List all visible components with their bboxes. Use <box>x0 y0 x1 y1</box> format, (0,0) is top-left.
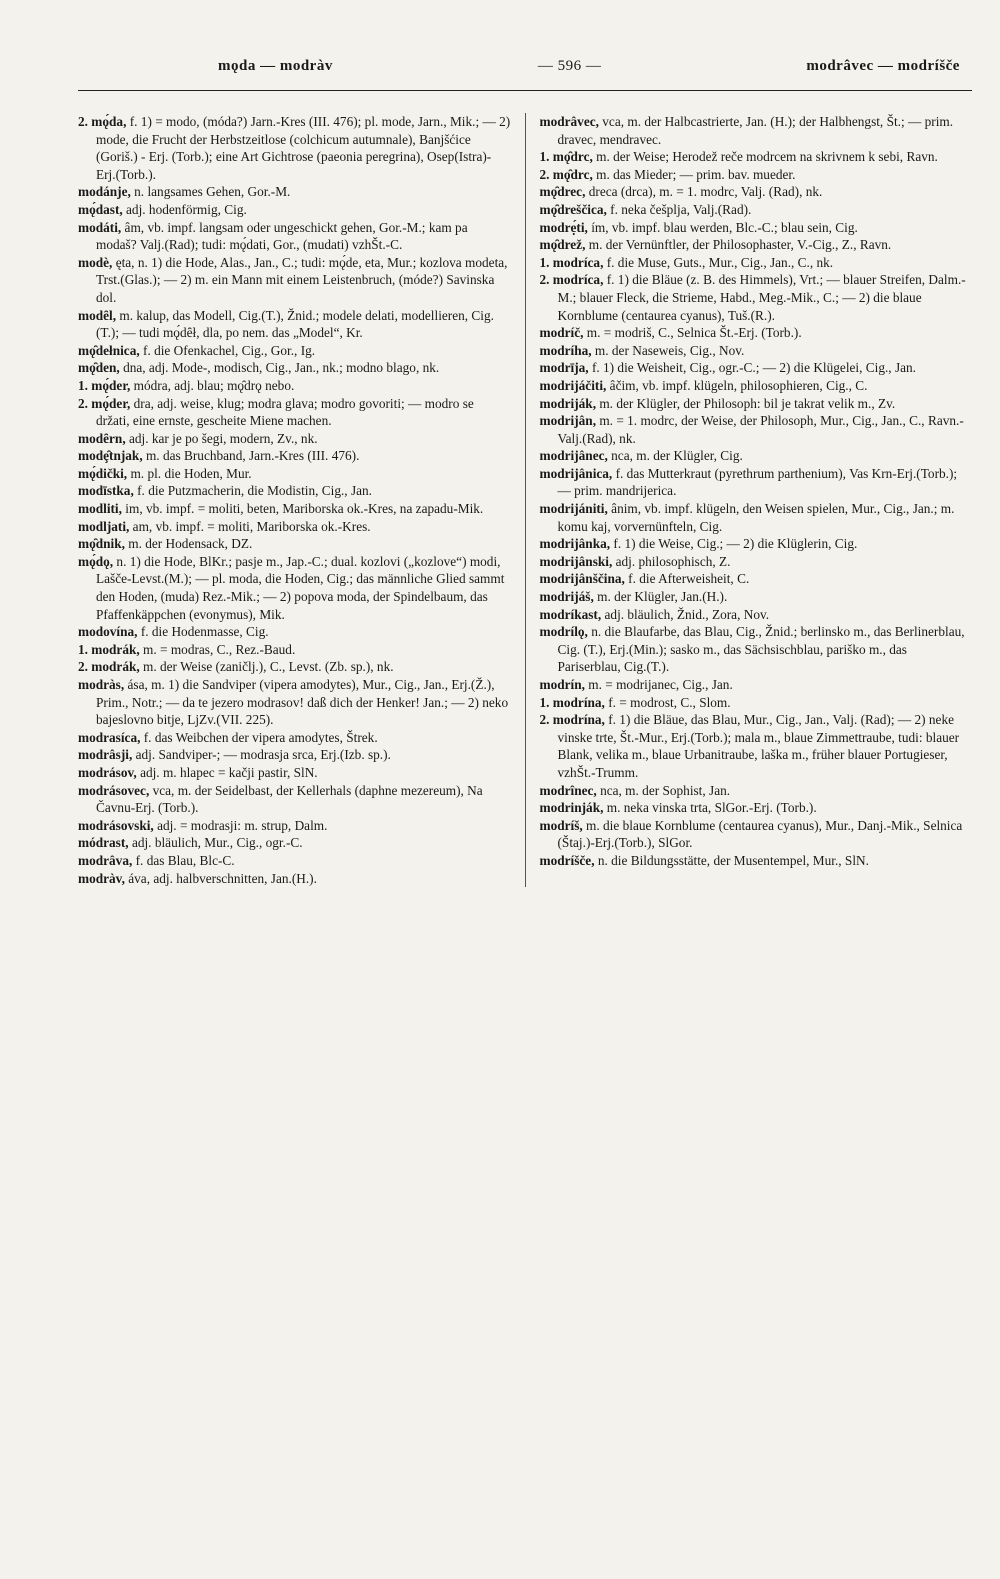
dictionary-entry <box>540 113 973 148</box>
dictionary-entry <box>78 447 511 465</box>
entry-definition: âm, vb. impf. langsam oder ungeschickt gehen, Gor.-M.; kam pa modaš? Valj.(Rad); tudi: mǫ́dati, Gor., (mudati) vzhŠt.-C. <box>96 219 468 253</box>
entry-definition: f. 1) die Weise, Cig.; — 2) die Klüglerin, Cig. <box>613 536 858 552</box>
entry-definition: âčim, vb. impf. klügeln, philosophieren, Cig., C. <box>609 377 868 393</box>
entry-definition: f. 1) = modo, (móda?) Jarn.-Kres (III. 476); pl. mode, Jarn., Mik.; — 2) mode, die Frucht der Herbstzeitlose (colchicum autumnale), Banjšćice (Goriš.) - Erj. (Torb.); eine Art Gichtrose (paeonia peregrina), Osep(Istra)-Erj.(Torb.). <box>96 114 511 182</box>
dictionary-entry <box>78 342 511 360</box>
entry-definition: n. 1) die Hode, BlKr.; pasje m., Jap.-C.; dual. kozlovi („kozlove“) modi, Lašče-Levst.(M.); — pl. moda, die Hoden, Cig.; das männliche Glied sammt den Hoden, (muda) Rez.-Mik.; — 2) popova moda, der Spindelbaum, das Pfaffenkäppchen (evonymus), Mik. <box>96 553 505 622</box>
entry-headword: módrast, <box>78 835 129 851</box>
entry-headword: mǫ́dast, <box>78 201 123 217</box>
entry-definition: adj. = modrasji: m. strup, Dalm. <box>157 817 328 833</box>
entry-headword: 2. modrák, <box>78 659 140 675</box>
entry-definition: n. die Bildungsstätte, der Musentempel, Mur., SlN. <box>597 852 869 868</box>
dictionary-entry <box>78 254 511 307</box>
entry-definition: m. der Vernünftler, der Philosophaster, V.-Cig., Z., Ravn. <box>588 237 892 253</box>
entry-headword: modrílǫ, <box>539 624 588 640</box>
dictionary-entry <box>78 817 511 835</box>
left-column <box>78 113 511 887</box>
entry-headword: modè, <box>78 254 113 270</box>
dictionary-entry <box>540 676 973 694</box>
entry-definition: f. das Blau, Blc-C. <box>135 852 235 868</box>
entry-definition: dra, adj. weise, klug; modra glava; modro govoriti; — modro se držati, eine ernste, gescheite Miene machen. <box>96 395 474 429</box>
entry-definition: n. langsames Gehen, Gor.-M. <box>134 184 291 200</box>
entry-definition: m. = modriš, C., Selnica Št.-Erj. (Torb.). <box>586 325 802 341</box>
entry-definition: ím, vb. impf. blau werden, Blc.-C.; blau sein, Cig. <box>591 219 858 235</box>
dictionary-entry <box>540 606 973 624</box>
entry-headword: modrijân, <box>539 413 597 429</box>
dictionary-entry <box>78 465 511 483</box>
entry-definition: vca, m. der Halbcastrierte, Jan. (H.); der Halbhengst, Št.; — prim. dravec, mendravec. <box>557 114 954 147</box>
entry-headword: 2. modríca, <box>539 272 604 288</box>
dictionary-entry <box>78 535 511 553</box>
dictionary-entry <box>540 219 973 237</box>
entry-headword: modrâsji, <box>78 747 133 763</box>
entry-headword: modȩ̑tnjak, <box>78 448 143 464</box>
dictionary-entry <box>540 254 973 272</box>
entry-definition: m. = modrijanec, Cig., Jan. <box>588 677 733 692</box>
dictionary-entry <box>540 236 973 254</box>
entry-headword: modliti, <box>78 501 122 517</box>
dictionary-entry <box>540 535 973 553</box>
entry-definition: ása, m. 1) die Sandviper (vipera amodytes), Mur., Cig., Jan., Erj.(Ž.), Prim., Notr.; — da te jezero modrasov! daß dich der Henker! Jan.; — 2) neko bajeslovno bitje, LjZv.(VII. 225). <box>96 677 509 728</box>
entry-definition: adj. bläulich, Žnid., Zora, Nov. <box>604 606 770 622</box>
entry-definition: n. die Blaufarbe, das Blau, Cig., Žnid.; berlinsko m., das Berlinerblau, Cig. (T.), Erj.(Min.); sasko m., das Sächsischblau, pariško m., das Pariserblau, Cig.(T.). <box>557 624 965 675</box>
entry-headword: modrinják, <box>539 800 604 816</box>
entry-headword: modovína, <box>78 624 138 640</box>
entry-definition: m. = modras, C., Rez.-Baud. <box>143 641 296 657</box>
dictionary-entry <box>540 377 973 395</box>
header-rule <box>78 90 972 91</box>
entry-headword: 2. modrína, <box>539 712 605 728</box>
entry-definition: f. die Muse, Guts., Mur., Cig., Jan., C., nk. <box>606 254 834 270</box>
entry-headword: modrásov, <box>78 764 137 780</box>
dictionary-entry <box>540 271 973 324</box>
entry-definition: f. die Afterweisheit, C. <box>628 571 750 587</box>
entry-definition: m. der Naseweis, Cig., Nov. <box>594 342 745 358</box>
columns <box>78 113 972 887</box>
dictionary-entry <box>78 870 511 888</box>
dictionary-entry <box>540 623 973 676</box>
right-column <box>525 113 973 887</box>
dictionary-entry <box>78 113 511 183</box>
entry-headword: mǫ̑dreščica, <box>539 201 607 217</box>
dictionary-entry <box>540 447 973 465</box>
entry-definition: im, vb. impf. = moliti, beten, Mariborska ok.-Kres, na zapadu-Mik. <box>125 501 484 517</box>
entry-headword: modrijânski, <box>539 553 613 569</box>
entry-headword: modrijânec, <box>539 448 608 464</box>
entry-headword: mǫ̑dełnica, <box>78 342 140 358</box>
dictionary-entry <box>540 799 973 817</box>
dictionary-entry <box>540 412 973 447</box>
entry-headword: 1. modríca, <box>539 254 604 270</box>
entry-headword: mǫ̑drec, <box>539 184 586 200</box>
entry-headword: mǫ̑den, <box>78 360 120 376</box>
entry-definition: m. der Klügler, der Philosoph: bil je takrat velik m., Zv. <box>599 395 896 411</box>
entry-definition: vca, m. der Seidelbast, der Kellerhals (daphne mezereum), Na Čavnu-Erj. (Torb.). <box>96 782 483 816</box>
entry-definition: m. der Klügler, Jan.(H.). <box>597 589 728 605</box>
entry-headword: modriják, <box>539 395 597 411</box>
entry-headword: modrijânka, <box>539 536 611 552</box>
dictionary-entry <box>78 729 511 747</box>
entry-definition: áva, adj. halbverschnitten, Jan.(H.). <box>128 870 317 886</box>
entry-definition: m. der Weise; Herodež reče modrcem na skrivnem k sebi, Ravn. <box>596 149 938 165</box>
entry-definition: m. der Weise (zaničlj.), C., Levst. (Zb. sp.), nk. <box>143 659 394 675</box>
entry-definition: adj. hodenförmig, Cig. <box>126 201 247 217</box>
entry-headword: mǫ̑drež, <box>539 237 586 253</box>
dictionary-entry <box>78 852 511 870</box>
entry-headword: modrijániti, <box>539 501 608 517</box>
entry-headword: 2. mǫ́der, <box>78 395 131 411</box>
dictionary-entry <box>540 324 973 342</box>
entry-headword: modrẹ́ti, <box>539 219 588 235</box>
entry-headword: 2. mǫ̑drc, <box>539 166 593 182</box>
dictionary-entry <box>540 359 973 377</box>
entry-headword: modrijáčiti, <box>539 377 607 393</box>
entry-headword: modrásovec, <box>78 782 150 798</box>
entry-headword: modràs, <box>78 677 125 692</box>
entry-headword: modáti, <box>78 219 122 235</box>
dictionary-entry <box>78 500 511 518</box>
dictionary-entry <box>78 553 511 623</box>
dictionary-entry <box>540 183 973 201</box>
dictionary-entry <box>78 482 511 500</box>
dictionary-entry <box>78 201 511 219</box>
dictionary-entry <box>78 183 511 201</box>
entry-definition: m. die blaue Kornblume (centaurea cyanus), Mur., Danj.-Mik., Selnica (Štaj.)-Erj.(Torb.), SlGor. <box>557 817 963 851</box>
entry-definition: dreca (drca), m. = 1. modrc, Valj. (Rad), nk. <box>588 184 823 200</box>
entry-definition: adj. m. hlapec = kačji pastir, SlN. <box>140 764 318 780</box>
entry-definition: dna, adj. Mode-, modisch, Cig., Jan., nk.; modno blago, nk. <box>123 360 440 376</box>
entry-headword: mǫ̑dnik, <box>78 536 125 552</box>
dictionary-entry <box>540 694 973 712</box>
entry-definition: f. 1) die Weisheit, Cig., ogr.-C.; — 2) die Klügelei, Cig., Jan. <box>591 360 916 376</box>
entry-headword: modánje, <box>78 184 131 200</box>
entry-definition: nca, m. der Klügler, Cig. <box>611 448 743 464</box>
dictionary-entry <box>540 852 973 870</box>
entry-headword: 1. modrák, <box>78 641 140 657</box>
entry-headword: modrín, <box>539 677 585 692</box>
entry-headword: modríš, <box>539 817 583 833</box>
entry-definition: m. das Mieder; — prim. bav. mueder. <box>596 166 796 182</box>
entry-headword: modrijáš, <box>539 589 594 605</box>
dictionary-entry <box>540 553 973 571</box>
entry-headword: modrijânščina, <box>539 571 625 587</box>
entry-definition: m. kalup, das Modell, Cig.(T.), Žnid.; modele delati, modellieren, Cig.(T.); — tudi mǫ́dȇł, dla, po nem. das „Model“, Kr. <box>96 307 494 341</box>
entry-definition: m. pl. die Hoden, Mur. <box>130 465 252 481</box>
dictionary-entry <box>78 641 511 659</box>
dictionary-entry <box>78 307 511 342</box>
entry-headword: 1. modrína, <box>539 694 605 710</box>
dictionary-entry <box>78 518 511 536</box>
entry-headword: modrâva, <box>78 852 133 868</box>
dictionary-entry <box>540 500 973 535</box>
entry-headword: modríč, <box>539 325 584 341</box>
dictionary-entry <box>78 623 511 641</box>
dictionary-entry <box>78 658 511 676</box>
dictionary-entry <box>78 395 511 430</box>
entry-headword: modrâvec, <box>539 114 599 129</box>
entry-definition: am, vb. impf. = moliti, Mariborska ok.-Kres. <box>132 518 371 534</box>
entry-headword: modrînec, <box>539 782 597 798</box>
dictionary-entry <box>78 219 511 254</box>
entry-headword: modríkast, <box>539 606 602 622</box>
entry-definition: f. = modrost, C., Slom. <box>608 694 731 710</box>
dictionary-entry <box>78 377 511 395</box>
entry-definition: m. der Hodensack, DZ. <box>128 536 253 552</box>
dictionary-entry <box>78 676 511 729</box>
entry-headword: modīstka, <box>78 483 134 499</box>
page-number: — 596 — <box>537 58 602 74</box>
dictionary-entry <box>78 764 511 782</box>
dictionary-entry <box>540 148 973 166</box>
entry-headword: mǫ́dički, <box>78 465 128 481</box>
entry-headword: 1. mǫ́der, <box>78 377 131 393</box>
entry-definition: f. die Ofenkachel, Cig., Gor., Ig. <box>143 342 316 358</box>
entry-definition: f. 1) die Bläue, das Blau, Mur., Cig., Jan., Valj. (Rad); — 2) neke vinske trte, Št.-Mur., Erj.(Torb.); mala m., blaue Zimmettraube, tudi: blauer Blank, velika m., blaue Urbanitraube, laška m., früher blauer Portugieser, vzhŠt.-Trumm. <box>557 712 960 780</box>
entry-definition: m. = 1. modrc, der Weise, der Philosoph, Mur., Cig., Jan., C., Ravn.-Valj.(Rad), nk. <box>557 413 964 446</box>
entry-headword: 1. mǫ̑drc, <box>539 149 593 165</box>
entry-definition: f. 1) die Bläue (z. B. des Himmels), Vrt.; — blauer Streifen, Dalm.-M.; blauer Fleck, die Strieme, Habd., Meg.-Mik., C.; — 2) die blaue Kornblume (centaurea cyanus), Tuš.(R.). <box>557 272 966 323</box>
dictionary-entry <box>540 570 973 588</box>
entry-headword: modrásovski, <box>78 817 154 833</box>
dictionary-entry <box>540 342 973 360</box>
entry-headword: modríha, <box>539 342 592 358</box>
dictionary-entry <box>540 166 973 184</box>
entry-headword: modȇrn, <box>78 430 126 446</box>
dictionary-entry <box>540 588 973 606</box>
entry-headword: modȇl, <box>78 307 117 323</box>
entry-definition: adj. philosophisch, Z. <box>615 553 731 569</box>
entry-headword: 2. mǫ́da, <box>78 114 127 129</box>
running-header <box>78 58 972 82</box>
dictionary-entry <box>540 201 973 219</box>
dictionary-entry <box>540 395 973 413</box>
entry-definition: nca, m. der Sophist, Jan. <box>600 782 731 798</box>
entry-definition: ânim, vb. impf. klügeln, den Weisen spielen, Mur., Cig., Jan.; m. komu kaj, vorvernünfteln, Cig. <box>557 501 955 534</box>
entry-definition: f. neka češplja, Valj.(Rad). <box>610 201 752 217</box>
entry-definition: adj. kar je po šegi, modern, Zv., nk. <box>128 430 318 446</box>
dictionary-entry <box>78 782 511 817</box>
entry-headword: mǫ́dǫ, <box>78 553 114 569</box>
header-right: modrâvec — modríšče <box>806 58 960 74</box>
dictionary-entry <box>540 465 973 500</box>
dictionary-entry <box>540 817 973 852</box>
entry-definition: adj. bläulich, Mur., Cig., ogr.-C. <box>131 835 303 851</box>
entry-headword: modrīja, <box>539 360 589 376</box>
entry-definition: adj. Sandviper-; — modrasja srca, Erj.(Izb. sp.). <box>135 747 391 763</box>
dictionary-entry <box>540 782 973 800</box>
entry-definition: f. die Hodenmasse, Cig. <box>140 624 269 640</box>
entry-definition: módra, adj. blau; mǫ̑drǫ nebo. <box>133 377 295 393</box>
entry-definition: m. neka vinska trta, SlGor.-Erj. (Torb.). <box>606 800 817 816</box>
entry-headword: modrasíca, <box>78 729 141 745</box>
entry-definition: f. das Weibchen der vipera amodytes, Štrek. <box>143 729 378 745</box>
entry-definition: f. das Mutterkraut (pyrethrum parthenium), Vas Krn-Erj.(Torb.); — prim. mandrijerica. <box>557 465 958 499</box>
entry-headword: modràv, <box>78 870 125 886</box>
header-left: mǫda — modràv <box>218 58 333 74</box>
entry-definition: ęta, n. 1) die Hode, Alas., Jan., C.; tudi: mǫ́de, eta, Mur.; kozlova modeta, Trst.(Glas.); — 2) m. ein Mann mit einem Leistenbruch, (móde?) Savinska dol. <box>96 254 508 305</box>
dictionary-entry <box>78 746 511 764</box>
entry-headword: modríšče, <box>539 852 595 868</box>
dictionary-entry <box>78 834 511 852</box>
entry-definition: f. die Putzmacherin, die Modistin, Cig., Jan. <box>137 483 373 499</box>
entry-headword: modljati, <box>78 518 130 534</box>
dictionary-entry <box>78 430 511 448</box>
dictionary-entry <box>78 359 511 377</box>
entry-headword: modrijânica, <box>539 465 613 481</box>
dictionary-entry <box>540 711 973 781</box>
entry-definition: m. das Bruchband, Jarn.-Kres (III. 476). <box>145 448 360 464</box>
